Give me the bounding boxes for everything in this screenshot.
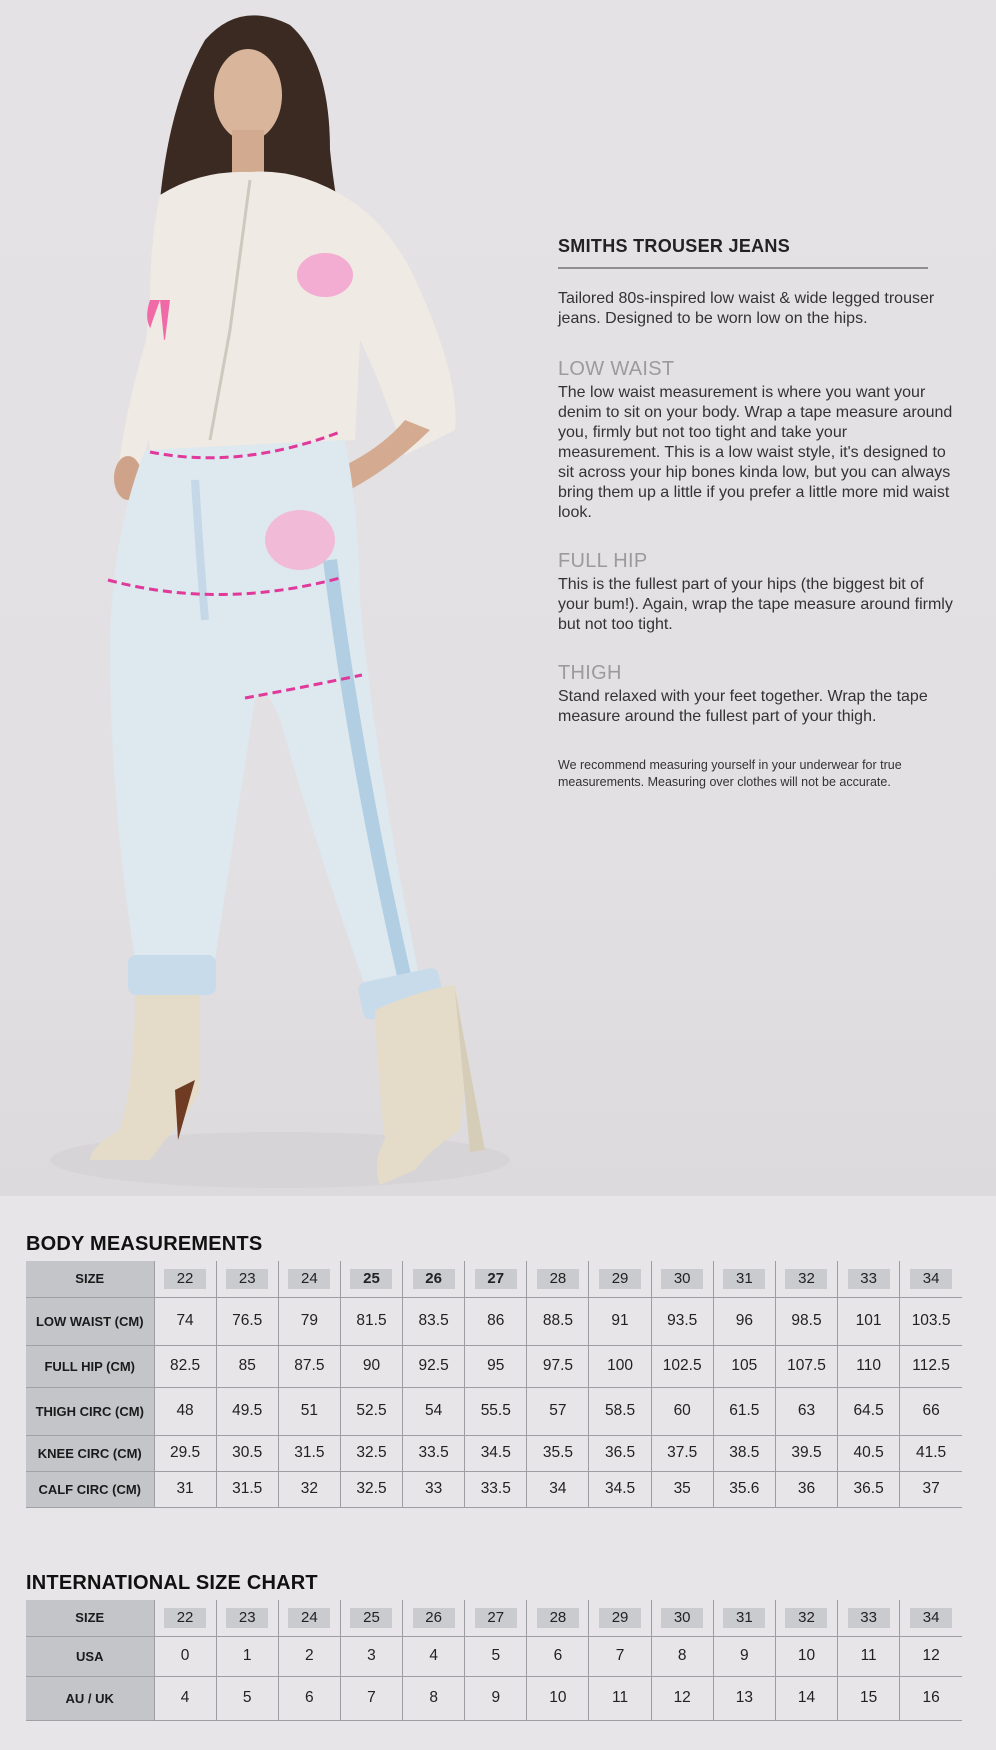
measurement-note: We recommend measuring yourself in your underwear for true measurements. Measuring over clothes will not be accurate.: [558, 758, 902, 789]
table-cell: 36.5: [589, 1435, 651, 1471]
table-cell: 30.5: [216, 1435, 278, 1471]
table-cell: 105: [713, 1345, 775, 1387]
row-label: CALF CIRC (CM): [26, 1471, 154, 1507]
size-header-cell: [216, 1261, 278, 1297]
product-info: [558, 236, 978, 791]
row-label: KNEE CIRC (CM): [26, 1435, 154, 1471]
table-cell: 6: [527, 1636, 589, 1676]
size-chip: 24: [288, 1608, 330, 1628]
table-cell: 66: [900, 1387, 962, 1435]
table-cell: 40.5: [838, 1435, 900, 1471]
section-heading: FULL HIP: [558, 550, 648, 572]
size-chip: 26: [413, 1269, 455, 1289]
table-cell: 6: [278, 1676, 340, 1720]
body-measurements-title: BODY MEASUREMENTS: [26, 1233, 263, 1255]
size-chip: 29: [599, 1269, 641, 1289]
size-chip: 34: [910, 1608, 952, 1628]
table-cell: 12: [900, 1636, 962, 1676]
size-header-cell: [589, 1261, 651, 1297]
table-row: [26, 1435, 962, 1471]
size-header-cell: [713, 1261, 775, 1297]
table-cell: 12: [651, 1676, 713, 1720]
section-heading: LOW WAIST: [558, 358, 675, 380]
size-header-cell: [154, 1600, 216, 1636]
row-label: FULL HIP (CM): [26, 1345, 154, 1387]
size-chip: 34: [910, 1269, 952, 1289]
table-cell: 107.5: [775, 1345, 837, 1387]
size-chip: 33: [848, 1269, 890, 1289]
size-chip: 22: [164, 1608, 206, 1628]
table-row: [26, 1297, 962, 1345]
size-chip: 24: [288, 1269, 330, 1289]
table-cell: 79: [278, 1297, 340, 1345]
size-header-cell: [340, 1261, 402, 1297]
size-header-cell: [589, 1600, 651, 1636]
table-cell: 2: [278, 1636, 340, 1676]
table-cell: 7: [340, 1676, 402, 1720]
international-size-table: [26, 1600, 962, 1721]
table-cell: 48: [154, 1387, 216, 1435]
international-size-title: INTERNATIONAL SIZE CHART: [26, 1572, 318, 1594]
size-chip: 32: [785, 1608, 827, 1628]
table-cell: 34: [527, 1471, 589, 1507]
body-measurements-table: [26, 1261, 962, 1508]
table-cell: 54: [403, 1387, 465, 1435]
table-cell: 29.5: [154, 1435, 216, 1471]
table-row: [26, 1676, 962, 1720]
table-cell: 32.5: [340, 1471, 402, 1507]
size-header-cell: [465, 1600, 527, 1636]
size-chip: 28: [537, 1608, 579, 1628]
size-chip: 29: [599, 1608, 641, 1628]
table-cell: 15: [838, 1676, 900, 1720]
size-header-cell: [278, 1261, 340, 1297]
table-cell: 1: [216, 1636, 278, 1676]
size-header-cell: [154, 1261, 216, 1297]
table-cell: 16: [900, 1676, 962, 1720]
size-header-cell: [216, 1600, 278, 1636]
section-body: This is the fullest part of your hips (the biggest bit of your bum!). Again, wrap the tape measure around firmly but not too tight.: [558, 576, 953, 633]
table-cell: 100: [589, 1345, 651, 1387]
size-header-cell: [527, 1600, 589, 1636]
table-cell: 81.5: [340, 1297, 402, 1345]
size-chip: 22: [164, 1269, 206, 1289]
table-cell: 32: [278, 1471, 340, 1507]
table-cell: 34.5: [465, 1435, 527, 1471]
size-chip: 30: [661, 1269, 703, 1289]
size-header-cell: [340, 1600, 402, 1636]
table-cell: 8: [403, 1676, 465, 1720]
table-cell: 76.5: [216, 1297, 278, 1345]
table-cell: 4: [154, 1676, 216, 1720]
size-chip: 31: [723, 1608, 765, 1628]
table-cell: 103.5: [900, 1297, 962, 1345]
table-cell: 34.5: [589, 1471, 651, 1507]
table-cell: 36: [775, 1471, 837, 1507]
table-cell: 82.5: [154, 1345, 216, 1387]
row-label: SIZE: [26, 1261, 154, 1297]
table-cell: 14: [775, 1676, 837, 1720]
section-low-waist: [558, 357, 978, 523]
table-cell: 74: [154, 1297, 216, 1345]
table-cell: 51: [278, 1387, 340, 1435]
title-divider: [558, 267, 928, 269]
table-cell: 88.5: [527, 1297, 589, 1345]
table-cell: 4: [403, 1636, 465, 1676]
table-cell: 35.6: [713, 1471, 775, 1507]
table-cell: 33: [403, 1471, 465, 1507]
table-cell: 7: [589, 1636, 651, 1676]
table-cell: 5: [216, 1676, 278, 1720]
table-cell: 37.5: [651, 1435, 713, 1471]
size-chip: 32: [785, 1269, 827, 1289]
size-chip: 27: [475, 1269, 517, 1289]
table-cell: 3: [340, 1636, 402, 1676]
size-chip: 23: [226, 1608, 268, 1628]
table-cell: 33.5: [465, 1471, 527, 1507]
table-cell: 58.5: [589, 1387, 651, 1435]
table-cell: 64.5: [838, 1387, 900, 1435]
table-cell: 92.5: [403, 1345, 465, 1387]
size-header-cell: [713, 1600, 775, 1636]
table-cell: 10: [775, 1636, 837, 1676]
section-thigh: [558, 661, 978, 727]
table-cell: 38.5: [713, 1435, 775, 1471]
table-cell: 11: [838, 1636, 900, 1676]
table-cell: 0: [154, 1636, 216, 1676]
body-measurements-section: [26, 1233, 962, 1508]
size-header-cell: [838, 1261, 900, 1297]
table-row: [26, 1471, 962, 1507]
size-header-cell: [838, 1600, 900, 1636]
table-cell: 85: [216, 1345, 278, 1387]
table-cell: 93.5: [651, 1297, 713, 1345]
table-cell: 98.5: [775, 1297, 837, 1345]
table-cell: 9: [713, 1636, 775, 1676]
table-cell: 57: [527, 1387, 589, 1435]
table-cell: 39.5: [775, 1435, 837, 1471]
table-cell: 31.5: [216, 1471, 278, 1507]
table-cell: 101: [838, 1297, 900, 1345]
table-cell: 37: [900, 1471, 962, 1507]
size-header-cell: [403, 1261, 465, 1297]
table-cell: 13: [713, 1676, 775, 1720]
section-full-hip: [558, 549, 978, 635]
table-row: [26, 1345, 962, 1387]
table-cell: 112.5: [900, 1345, 962, 1387]
table-cell: 49.5: [216, 1387, 278, 1435]
size-header-cell: [651, 1600, 713, 1636]
international-size-section: [26, 1572, 962, 1721]
table-cell: 55.5: [465, 1387, 527, 1435]
table-row: [26, 1387, 962, 1435]
table-cell: 61.5: [713, 1387, 775, 1435]
table-cell: 90: [340, 1345, 402, 1387]
table-cell: 110: [838, 1345, 900, 1387]
size-chip: 27: [475, 1608, 517, 1628]
size-chip: 31: [723, 1269, 765, 1289]
table-cell: 97.5: [527, 1345, 589, 1387]
row-label: THIGH CIRC (CM): [26, 1387, 154, 1435]
table-cell: 33.5: [403, 1435, 465, 1471]
row-label: USA: [26, 1636, 154, 1676]
size-chip: 25: [350, 1608, 392, 1628]
model-photo-illustration: [0, 0, 520, 1196]
table-cell: 102.5: [651, 1345, 713, 1387]
size-header-row: [26, 1600, 962, 1636]
table-cell: 83.5: [403, 1297, 465, 1345]
table-cell: 9: [465, 1676, 527, 1720]
size-header-cell: [651, 1261, 713, 1297]
table-cell: 32.5: [340, 1435, 402, 1471]
table-cell: 36.5: [838, 1471, 900, 1507]
table-cell: 63: [775, 1387, 837, 1435]
table-cell: 8: [651, 1636, 713, 1676]
size-chip: 28: [537, 1269, 579, 1289]
table-cell: 52.5: [340, 1387, 402, 1435]
size-chip: 33: [848, 1608, 890, 1628]
table-cell: 60: [651, 1387, 713, 1435]
size-header-cell: [775, 1261, 837, 1297]
size-chip: 25: [350, 1269, 392, 1289]
product-intro: Tailored 80s-inspired low waist & wide legged trouser jeans. Designed to be worn low on the hips.: [558, 290, 935, 327]
table-cell: 5: [465, 1636, 527, 1676]
size-header-cell: [900, 1600, 962, 1636]
product-title: SMITHS TROUSER JEANS: [558, 236, 791, 256]
size-header-cell: [775, 1600, 837, 1636]
table-cell: 31.5: [278, 1435, 340, 1471]
size-header-cell: [527, 1261, 589, 1297]
table-cell: 35: [651, 1471, 713, 1507]
table-cell: 91: [589, 1297, 651, 1345]
size-header-cell: [278, 1600, 340, 1636]
table-cell: 41.5: [900, 1435, 962, 1471]
section-heading: THIGH: [558, 662, 622, 684]
size-header-cell: [465, 1261, 527, 1297]
section-body: The low waist measurement is where you want your denim to sit on your body. Wrap a tape measure around you, firmly but not too tight and take your measurement. This is a low waist style, it's designed to sit across your hip bones kinda low, but you can always bring them up a little if you prefer a little more mid waist look.: [558, 384, 953, 521]
size-chip: 26: [413, 1608, 455, 1628]
table-cell: 35.5: [527, 1435, 589, 1471]
table-cell: 86: [465, 1297, 527, 1345]
row-label: AU / UK: [26, 1676, 154, 1720]
table-cell: 11: [589, 1676, 651, 1720]
table-row: [26, 1636, 962, 1676]
size-header-row: [26, 1261, 962, 1297]
table-cell: 96: [713, 1297, 775, 1345]
table-cell: 95: [465, 1345, 527, 1387]
section-body: Stand relaxed with your feet together. Wrap the tape measure around the fullest part of your thigh.: [558, 688, 928, 725]
size-chip: 30: [661, 1608, 703, 1628]
size-chip: 23: [226, 1269, 268, 1289]
row-label: LOW WAIST (CM): [26, 1297, 154, 1345]
table-cell: 87.5: [278, 1345, 340, 1387]
table-cell: 10: [527, 1676, 589, 1720]
size-header-cell: [403, 1600, 465, 1636]
row-label: SIZE: [26, 1600, 154, 1636]
table-cell: 31: [154, 1471, 216, 1507]
size-header-cell: [900, 1261, 962, 1297]
